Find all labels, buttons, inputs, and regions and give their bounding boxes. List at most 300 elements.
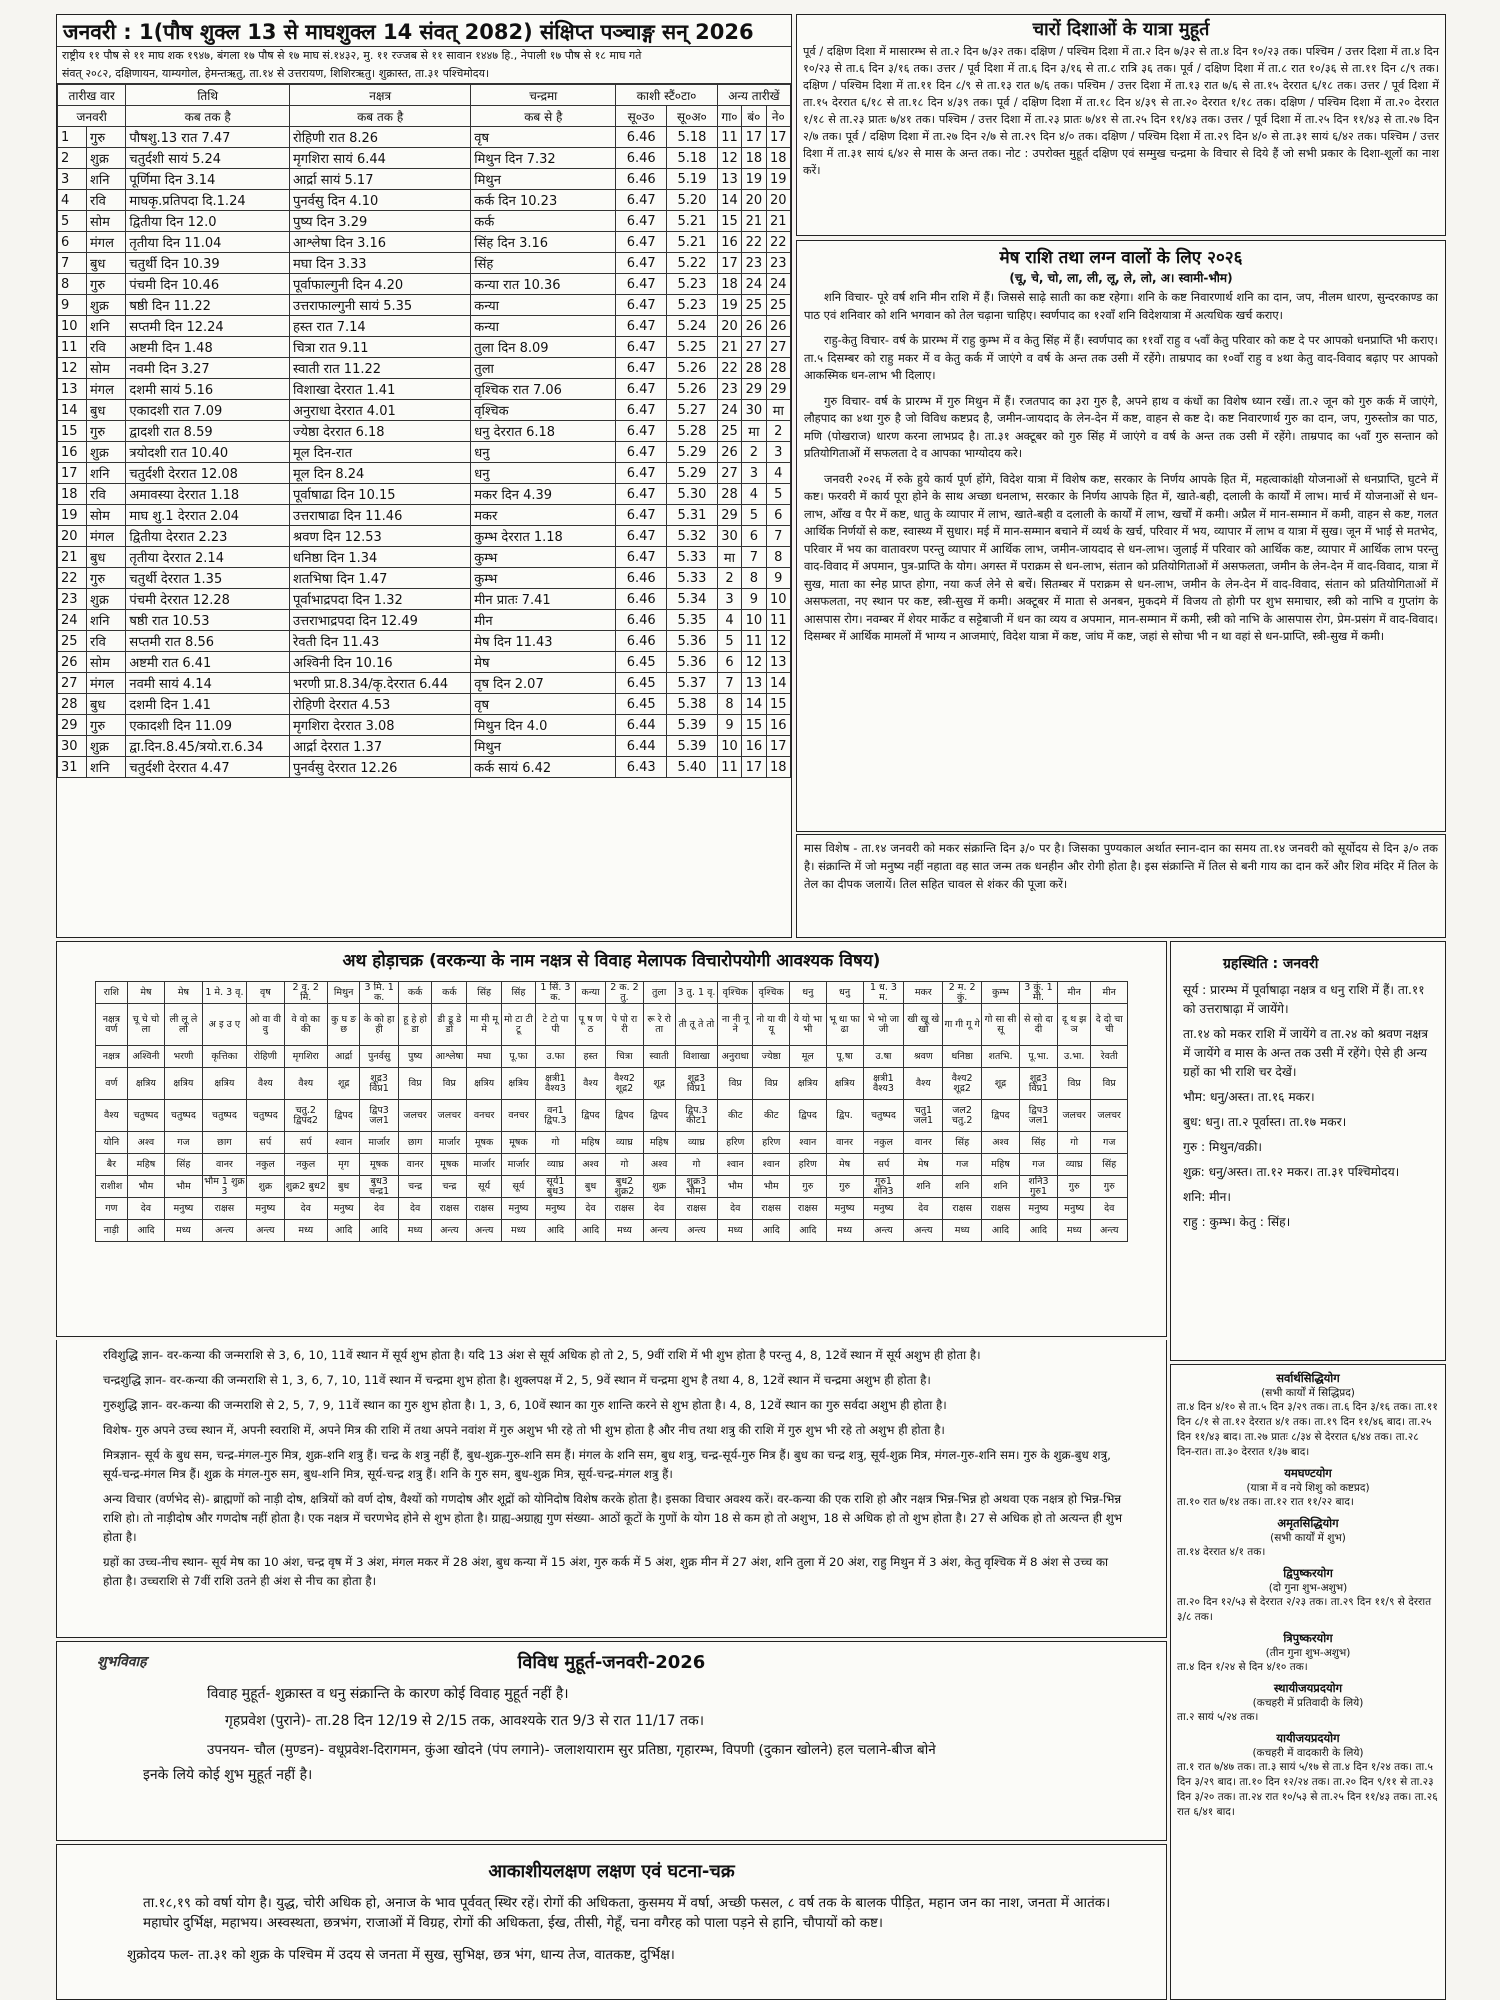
hora-cell: पू.षा [826, 1046, 863, 1068]
hora-cell: शूद्र [981, 1068, 1019, 1100]
hora-cell: भरणी [165, 1046, 203, 1068]
panchang-cell: 6.47 [616, 232, 667, 253]
panchang-cell: 12 [766, 631, 790, 652]
shuddhi-box [56, 1340, 1167, 1638]
panchang-table [57, 84, 791, 778]
panchang-row [58, 505, 791, 526]
panchang-cell: सोम [87, 505, 126, 526]
panchang-cell: 2 [58, 148, 87, 169]
yoga-block [1177, 1681, 1439, 1725]
panchang-cell: 5 [766, 484, 790, 505]
hora-cell: विप्र [432, 1068, 467, 1100]
panchang-cell: 25 [58, 631, 87, 652]
hora-cell: अन्त्य [467, 1220, 501, 1242]
mesh-paragraph: गुरु विचार- वर्ष के प्रारम्भ में गुरु मिथुन में हैं। रजतपाद का ३रा गुरु है, अपने हाथ व कंधों का विशेष ध्यान रखें। ता.२ जून को गुरु कर्क में जाएंगे, लौहपाद का ४था गुरु है जो विविध कष्टप्रद है, जमीन-जायदाद के लेन-देन में कष्ट, वाहन से कष्ट दे। कष्ट निवारणार्थ गुरु का दान, जप, गुरुस्तोत्र का पाठ, मणि (पोखराज) धारण करना लाभप्रद है। ता.३१ अक्टूबर को गुरु सिंह में जाएंगे व वर्ष के अन्त तक उसी में रहेंगे। ताम्रपाद का ५वाँ गुरु सन्तान को प्रतियोगिताओं में सफलता दे व आपका भाग्योदय करे। [804, 393, 1438, 460]
hora-cell: गज [165, 1132, 203, 1154]
panchang-cell: 5.21 [667, 211, 718, 232]
panchang-cell: गुरु [87, 274, 126, 295]
panchang-cell: उत्तराफाल्गुनी सायं 5.35 [290, 295, 471, 316]
panchang-cell: मघा दिन 3.33 [290, 253, 471, 274]
hora-cell: 2 वृ. 2 मि. [284, 982, 327, 1004]
hora-cell: जलचर [432, 1100, 467, 1132]
panchang-cell: 5.29 [667, 463, 718, 484]
panchang-cell: 27 [742, 337, 766, 358]
yoga-box [1170, 1364, 1446, 2000]
panchang-cell: 6.47 [616, 190, 667, 211]
hora-cell: गो [1057, 1132, 1091, 1154]
panchang-cell: वृष [471, 127, 616, 148]
mesh-paragraph: राहु-केतु विचार- वर्ष के प्रारम्भ में राहु कुम्भ में व केतु सिंह में हैं। स्वर्णपाद का ११वाँ राहु व ५वाँ केतु परिवार को कष्ट दे पर आपको धनप्राप्ति भी कराए। ता.५ दिसम्बर को राहु मकर में व केतु कर्क में जाएंगे व वर्ष के अन्त तक उसी में रहेंगे। ताम्रपाद का १०वाँ राहु व ४था केतु वाद-विवाद बढ़ाए पर आपको आकस्मिक धन-लाभ भी दिलाए। [804, 333, 1438, 382]
panchang-cell: मा [717, 547, 741, 568]
panchang-cell: मेष [471, 652, 616, 673]
panchang-cell: 17 [742, 127, 766, 148]
hora-cell: डी डू डे डो [432, 1004, 467, 1046]
col-chandrama: चन्द्रमा [471, 85, 616, 106]
hora-cell: शूद्र [327, 1068, 359, 1100]
hora-cell: गज [1091, 1132, 1128, 1154]
hora-cell: भौम [753, 1176, 790, 1198]
hora-row [96, 1220, 1128, 1242]
hora-cell: द्विपद [327, 1100, 359, 1132]
panchang-cell: 5.25 [667, 337, 718, 358]
panchang-cell: 27 [766, 337, 790, 358]
panchang-cell: मृगशिरा सायं 6.44 [290, 148, 471, 169]
panchang-cell: 12 [58, 358, 87, 379]
panchang-cell: मकर [471, 505, 616, 526]
panchang-row [58, 568, 791, 589]
hora-cell: राक्षस [202, 1198, 246, 1220]
vividh-logo: शुभविवाह [97, 1654, 147, 1670]
panchang-cell: 18 [766, 148, 790, 169]
panchang-cell: 6.44 [616, 736, 667, 757]
panchang-row [58, 526, 791, 547]
panchang-cell: 6.47 [616, 211, 667, 232]
panchang-cell: गुरु [87, 568, 126, 589]
panchang-cell: 6.47 [616, 274, 667, 295]
panchang-cell: 14 [766, 673, 790, 694]
shuddhi-paragraph: मित्रज्ञान- सूर्य के बुध सम, चन्द्र-मंगल-गुरु मित्र, शुक्र-शनि शत्रु हैं। चन्द्र के शत्रु नहीं हैं, बुध-शुक्र-गुरु-शनि सम हैं। मंगल के शनि सम, बुध शत्रु, चन्द्र-सूर्य-गुरु मित्र हैं। बुध का चन्द्र शत्रु, सूर्य-शुक्र मित्र, मंगल-गुरु-शनि सम। गुरु के शुक्र-बुध शत्रु, सूर्य-चन्द्र-मंगल मित्र हैं। शुक्र के मंगल-गुरु सम, बुध-शनि मित्र, सूर्य-चन्द्र शत्रु हैं। शनि के गुरु सम, बुध-शुक्र मित्र, सूर्य-चन्द्र-मंगल शत्रु हैं। [103, 1448, 1111, 1481]
panchang-cell: कन्या [471, 316, 616, 337]
hora-cell: वृष [247, 982, 284, 1004]
panchang-cell: 22 [766, 232, 790, 253]
hora-cell: मध्य [165, 1220, 203, 1242]
panchang-row [58, 316, 791, 337]
panchang-cell: 6.47 [616, 421, 667, 442]
panchang-cell: शनि [87, 463, 126, 484]
hora-cell: 2 क. 2 तु. [606, 982, 643, 1004]
hora-cell: राक्षस [753, 1198, 790, 1220]
hora-cell: गुरु1 शनि3 [863, 1176, 904, 1198]
hora-cell: पू.फा [501, 1046, 535, 1068]
panchang-row [58, 169, 791, 190]
hora-cell: मध्य [718, 1220, 753, 1242]
panchang-cell: 23 [58, 589, 87, 610]
panchang-cell: 6.46 [616, 148, 667, 169]
hora-cell: क्षत्रिय [127, 1068, 164, 1100]
panchang-info-2: संवत् २०८२, दक्षिणायन, याम्यगोल, हेमन्तऋतु, ता.१४ से उत्तरायण, शिशिरऋतु। शुक्रास्त, ता.३१ पश्चिमोदय। [57, 65, 791, 84]
hora-cell: देव [904, 1198, 943, 1220]
panchang-cell: 8 [766, 547, 790, 568]
hora-cell: मृग [327, 1154, 359, 1176]
panchang-cell: शतभिषा दिन 1.47 [290, 568, 471, 589]
panchang-cell: 25 [766, 295, 790, 316]
panchang-row [58, 337, 791, 358]
panchang-row [58, 631, 791, 652]
grah-item: शुक्र: धनु/अस्त। ता.१२ मकर। ता.३१ पश्चिमोदय। [1183, 1165, 1400, 1179]
hora-cell: वैश्य [247, 1068, 284, 1100]
panchang-cell: पुनर्वसु दिन 4.10 [290, 190, 471, 211]
panchang-cell: मंगल [87, 379, 126, 400]
panchang-cell: 5.36 [667, 631, 718, 652]
panchang-row [58, 484, 791, 505]
hora-cell: शनि [904, 1176, 943, 1198]
panchang-cell: 17 [766, 127, 790, 148]
hora-cell: वन1 द्विप.3 [536, 1100, 576, 1132]
hora-cell: रोहिणी [247, 1046, 284, 1068]
hora-cell: आदि [536, 1220, 576, 1242]
hora-cell: उ.फा [536, 1046, 576, 1068]
hora-cell: पुष्य [398, 1046, 431, 1068]
panchang-cell: मूल दिन 8.24 [290, 463, 471, 484]
panchang-cell: 21 [58, 547, 87, 568]
panchang-cell: 2 [766, 421, 790, 442]
hora-cell: वैश्य2 शूद्र2 [606, 1068, 643, 1100]
panchang-cell: 7 [742, 547, 766, 568]
panchang-cell: 19 [766, 169, 790, 190]
panchang-cell: 8 [742, 568, 766, 589]
hora-cell: अश्व [981, 1132, 1019, 1154]
hora-cell: आदि [981, 1220, 1019, 1242]
panchang-cell: शुक्र [87, 589, 126, 610]
hora-cell: ये यो भा भी [790, 1004, 827, 1046]
hora-cell: ली लू ले लो [165, 1004, 203, 1046]
panchang-cell: शनि [87, 610, 126, 631]
hora-cell: हस्त [575, 1046, 606, 1068]
hora-cell: चित्रा [606, 1046, 643, 1068]
hora-cell: मनुष्य [536, 1198, 576, 1220]
panchang-cell: 5.20 [667, 190, 718, 211]
panchang-row [58, 295, 791, 316]
panchang-cell: बुध [87, 400, 126, 421]
hora-cell: श्रवण [904, 1046, 943, 1068]
hora-cell: आर्द्रा [327, 1046, 359, 1068]
panchang-cell: 5.37 [667, 673, 718, 694]
panchang-cell: मेष दिन 11.43 [471, 631, 616, 652]
panchang-cell: 3 [58, 169, 87, 190]
panchang-cell: 19 [58, 505, 87, 526]
hora-cell: व्याघ्र [536, 1154, 576, 1176]
panchang-cell: 5.39 [667, 736, 718, 757]
hora-cell: महिष [127, 1154, 164, 1176]
panchang-cell: शनि [87, 316, 126, 337]
panchang-cell: 5.19 [667, 169, 718, 190]
panchang-cell: 26 [717, 442, 741, 463]
hora-cell: आदि [790, 1220, 827, 1242]
hora-cell: अश्व [643, 1154, 675, 1176]
hora-cell: 2 म. 2 कुं. [943, 982, 982, 1004]
yoga-subtitle: (कचहरी में प्रतिवादी के लिये) [1252, 1697, 1364, 1709]
hora-cell: चतुष्पद [202, 1100, 246, 1132]
maas-text: मास विशेष - ता.१४ जनवरी को मकर संक्रान्ति दिन ३/० पर है। जिसका पुण्यकाल अर्थात स्नान-दान का समय ता.१४ जनवरी को सूर्योदय से दिन ३/० तक है। संक्रान्ति में जो मनुष्य नहीं नहाता वह सात जन्म तक धनहीन और रोगी होता है। इस संक्रान्ति में तिल से बनी गाय का दान करें और शिव मंदिर में तिल के तेल का दीपक जलायें। तिल सहित चावल से शंकर की पूजा करें। [804, 841, 1438, 891]
hora-cell: गो [606, 1154, 643, 1176]
hora-cell: चतुष्पद [165, 1100, 203, 1132]
panchang-cell: 24 [58, 610, 87, 631]
panchang-cell: 4 [742, 484, 766, 505]
hora-cell: 1 मे. 3 वृ. [202, 982, 246, 1004]
hora-cell: पे पो रा री [606, 1004, 643, 1046]
hora-cell: शनि [981, 1176, 1019, 1198]
hora-cell: गज [1020, 1154, 1058, 1176]
panchang-title: जनवरी : 1(पौष शुक्ल 13 से माघशुक्ल 14 संवत् 2082) संक्षिप्त पञ्चाङ्ग सन् 2026 [57, 15, 791, 47]
yoga-detail: ता.१ रात ७/४७ तक। ता.३ सायं ५/१७ से ता.४ दिन १/२४ तक। ता.५ दिन ३/२९ बाद। ता.१० दिन १२/२४ तक। ता.२० दिन ९/११ से ता.२३ दिन ३/२० तक। ता.२४ रात १०/५३ से ता.२५ दिन ११/४३ तक। ता.२६ रात ६/४१ बाद। [1177, 1761, 1438, 1818]
hora-cell: राक्षस [790, 1198, 827, 1220]
hora-cell: ओ वा वी वु [247, 1004, 284, 1046]
col-sunrise: सू०उ० [616, 106, 667, 127]
panchang-cell: पुष्य दिन 3.29 [290, 211, 471, 232]
hora-cell: सिंह [501, 982, 535, 1004]
panchang-cell: चतुर्दशी सायं 5.24 [126, 148, 290, 169]
panchang-cell: 6.47 [616, 358, 667, 379]
hora-cell: अन्त्य [1091, 1220, 1128, 1242]
hora-cell: शूद्र3 विप्र1 [675, 1068, 717, 1100]
hora-row-label: नक्षत्र [96, 1046, 128, 1068]
panchang-row [58, 589, 791, 610]
hora-cell: मध्य [398, 1220, 431, 1242]
grah-item: बुध: धनु। ता.२ पूर्वास्त। ता.१७ मकर। [1183, 1115, 1347, 1129]
hora-cell: मेष [165, 982, 203, 1004]
yoga-title: द्विपुष्करयोग [1283, 1566, 1333, 1580]
hora-cell: मेष [904, 1154, 943, 1176]
maas-box [796, 834, 1446, 938]
panchang-row [58, 148, 791, 169]
hora-cell: शनि [943, 1176, 982, 1198]
panchang-cell: मिथुन दिन 4.0 [471, 715, 616, 736]
panchang-cell: तृतीया दिन 11.04 [126, 232, 290, 253]
hora-cell: क्षत्रिय [467, 1068, 501, 1100]
hora-box [56, 941, 1167, 1337]
hora-cell: 3 कुं. 1 मी. [1020, 982, 1058, 1004]
panchang-cell: कर्क दिन 10.23 [471, 190, 616, 211]
hora-cell: राक्षस [606, 1198, 643, 1220]
hora-row [96, 1100, 1128, 1132]
col-ga: गा० [717, 106, 741, 127]
hora-cell: आदि [360, 1220, 399, 1242]
col-ne: ने० [766, 106, 790, 127]
panchang-cell: 17 [742, 757, 766, 778]
yoga-list [1171, 1365, 1445, 1820]
hora-cell: क्षत्रिय [202, 1068, 246, 1100]
hora-cell: सिंह [943, 1132, 982, 1154]
panchang-cell: 5.32 [667, 526, 718, 547]
hora-cell: भौम [127, 1176, 164, 1198]
hora-cell: चतुष्पद [863, 1100, 904, 1132]
yatra-text: पूर्व / दक्षिण दिशा में मासारम्भ से ता.२ दिन ७/३२ तक। दक्षिण / पश्चिम दिशा में ता.२ दिन ७/३२ से ता.४ दिन १०/२३ तक। पश्चिम / उत्तर दिशा में ता.४ दिन १०/२३ से ता.६ दिन ३/१६ तक। उत्तर / पूर्व दिशा में ता.६ दिन ३/१६ से ता.८ रात्रि ३६ तक। पूर्व / दक्षिण दिशा में ता.८ रात १०/३६ से ता.११ दिन ८/९ तक। दक्षिण / पश्चिम दिशा में ता.११ दिन ८/९ से ता.१३ रात ७/६ तक। पश्चिम / उत्तर दिशा में ता.१३ रात ७/६ से ता.१५ देररात ६/१८ तक। उत्तर / पूर्व दिशा में ता.१५ देररात ६/१८ से ता.१८ दिन ४/३९ तक। पूर्व / दक्षिण दिशा में ता.१८ दिन ४/३९ से ता.२० देररात १/१८ तक। दक्षिण / पश्चिम दिशा में ता.२० देररात १/१८ से ता.२३ प्रातः ७/४१ तक। पश्चिम / उत्तर दिशा में ता.२३ प्रातः ७/४१ से ता.२५ दिन ११/४३ तक। उत्तर / पूर्व दिशा में ता.२५ दिन ११/४३ से ता.२७ दिन २/७ तक। पूर्व / दक्षिण दिशा में ता.२७ दिन २/७ से ता.२९ दिन ४/० तक। दक्षिण / पश्चिम दिशा में ता.२९ दिन ४/० से ता.३१ सायं ६/४२ तक। पश्चिम / उत्तर दिशा में ता.३१ सायं ६/४२ से मास के अन्त तक। नोट : उपरोक्त मुहूर्त दक्षिण एवं सम्मुख चन्द्रमा के विचार से दिये हैं जो सभी प्रकार के दिशा-शूलों का नाश करें। [803, 45, 1439, 177]
panchang-row [58, 610, 791, 631]
hora-cell: क्षत्रिय [790, 1068, 827, 1100]
panchang-cell: 4 [766, 463, 790, 484]
panchang-cell: सप्तमी दिन 12.24 [126, 316, 290, 337]
hora-cell: देव [284, 1198, 327, 1220]
hora-cell: चतुष्पद [127, 1100, 164, 1132]
vividh-upanayan-2: इनके लिये कोई शुभ मुहूर्त नहीं है। [143, 1767, 313, 1783]
panchang-cell: 29 [717, 505, 741, 526]
hora-cell: भौम [718, 1176, 753, 1198]
hora-cell: मघा [467, 1046, 501, 1068]
hora-cell: द्विपद [790, 1100, 827, 1132]
panchang-cell: 29 [766, 379, 790, 400]
yoga-subtitle: (दो गुना शुभ-अशुभ) [1268, 1582, 1348, 1594]
panchang-cell: 20 [742, 190, 766, 211]
shuddhi-paragraph: गुरुशुद्धि ज्ञान- वर-कन्या की जन्मराशि से 2, 5, 7, 9, 11वें स्थान का गुरु शुभ होता है। 1, 3, 6, 10वें स्थान का गुरु शान्ति करने से शुभ होता है। 4, 8, 12वें स्थान का गुरु सर्वदा अशुभ ही होता है। [103, 1398, 947, 1412]
shuddhi-paragraph: चन्द्रशुद्धि ज्ञान- वर-कन्या की जन्मराशि से 1, 3, 6, 7, 10, 11वें स्थान में चन्द्रमा शुभ होता है। शुक्लपक्ष में 2, 5, 9वें स्थान में चन्द्रमा शुभ है तथा 4, 8, 12वें स्थान में चन्द्रमा अशुभ ही होता है। [103, 1373, 931, 1387]
panchang-cell: 4 [58, 190, 87, 211]
hora-cell: मध्य [826, 1220, 863, 1242]
panchang-cell: त्रयोदशी रात 10.40 [126, 442, 290, 463]
hora-cell: के को हा ही [360, 1004, 399, 1046]
hora-cell: देव [127, 1198, 164, 1220]
panchang-cell: 6.46 [616, 568, 667, 589]
hora-cell: सिंह [165, 1154, 203, 1176]
panchang-cell: 9 [766, 568, 790, 589]
panchang-cell: मा [742, 421, 766, 442]
panchang-cell: 5.38 [667, 694, 718, 715]
panchang-cell: 6 [766, 505, 790, 526]
yoga-detail: ता.१० रात ७/१४ तक। ता.१२ रात ११/२२ बाद। [1177, 1496, 1354, 1508]
yoga-detail: ता.२० दिन १२/५३ से देररात २/२३ तक। ता.२९ दिन ११/९ से देररात ३/८ तक। [1177, 1596, 1432, 1623]
panchang-row [58, 757, 791, 778]
panchang-cell: 21 [742, 211, 766, 232]
shuddhi-paragraph: अन्य विचार (वर्णभेद से)- ब्राह्मणों को नाड़ी दोष, क्षत्रियों को वर्ण दोष, वैश्यों को गणदोष और शूद्रों को योनिदोष विशेष करके होता है। इसका विचार अवश्य करें। वर-कन्या की एक राशि हो और नक्षत्र भिन्न-भिन्न हो अथवा एक नक्षत्र हो भिन्न-भिन्न राशि हो। तो नाड़ीदोष और गणदोष नहीं होता है। एक नक्षत्र में चरणभेद होने से शुभ होता है। ग्राह्य-अग्राह्य गुण संख्या- आठों कूटों के गुणों के योग 18 से कम हो तो अशुभ, 18 से अधिक हो तो शुभ होता है। 27 से अधिक हो तो अत्यन्त ही शुभ होता है। [103, 1492, 1123, 1544]
mesh-paragraphs [797, 289, 1445, 646]
panchang-cell: उत्तराभाद्रपदा दिन 12.49 [290, 610, 471, 631]
hora-cell: शतभि. [981, 1046, 1019, 1068]
panchang-cell: 20 [717, 316, 741, 337]
panchang-cell: 31 [58, 757, 87, 778]
panchang-cell: 15 [742, 715, 766, 736]
yoga-subtitle: (तीन गुना शुभ-अशुभ) [1265, 1647, 1351, 1659]
hora-cell: भू धा फा ढा [826, 1004, 863, 1046]
panchang-row [58, 673, 791, 694]
panchang-cell: नवमी दिन 3.27 [126, 358, 290, 379]
hora-cell: चतुष्पद [247, 1100, 284, 1132]
mesh-paragraph: जनवरी २०२६ में रुके हुये कार्य पूर्ण होंगे, विदेश यात्रा में विशेष कष्ट, सरकार के निर्णय आपके हित में, महत्वाकांक्षी योजनाओं से धनप्राप्ति, घुटने में कष्ट। फरवरी में कार्य पूरा होने के साथ अच्छा धनलाभ, सरकार के निर्णय आपके हित में, खाते-बही, दलाली के कार्यों में लाभ। मार्च में योजनाओं से धन-लाभ, आँख व पैर में कष्ट, धातु के व्यापार में लाभ, खाते-बही व दलाली के कार्यों में लाभ, खर्चों में कमी। अप्रैल में मान-सम्मान में कमी, वाहन से कष्ट, गलत आर्थिक निर्णयों से कष्ट, स्वास्थ्य में सुधार। मई में मान-सम्मान बचाने में व्यर्थ के खर्च, परिवार में भय, व्यापार में लाभ व यात्रा में सुख। जून में भाई से मतभेद, परिवार में भय का वातावरण परन्तु व्यापार में आर्थिक लाभ, जमीन-जायदाद से धन-लाभ। जुलाई में परिवार को आर्थिक कष्ट, व्यापार में आर्थिक लाभ परन्तु वाद-विवाद में अपमान, पुत्र-प्राप्ति के योग। अगस्त में पराक्रम से धन-लाभ, संतान को प्रतियोगिताओं में असफलता, जमीन के लेन-देन में वाद-विवाद, यात्रा में सुख, माता का स्नेह प्राप्त होगा, नया कर्ज लेने से बचें। सितम्बर में पराक्रम से धन-लाभ, जमीन के लेन-देन में वाद-विवाद, संतान को प्रतियोगिताओं में असफलता, नए स्थान पर कष्ट, स्त्री-सुख में कमी। अक्टूबर में माता से अनबन, मुकदमे में विजय तो होगी पर शुभ समाचार, स्त्री को नाभि व गुप्तांग के आसपास रोग। नवम्बर में शेयर मार्केट व सट्टेबाजी में धन का व्यय व अपमान, मान-सम्मान में कमी, स्त्री को नाभि के आसपास रोग, प्रेम-प्रसंग में वाद-विवाद। दिसम्बर में आर्थिक मामलों में भाग्य न आजमाएं, विदेश यात्रा में कष्ट, जांघ में कष्ट, जहां से सोचा भी न था वहां से धन-प्राप्ति, स्त्री-सुख में कमी। [804, 471, 1438, 643]
hora-cell: विप्र [1057, 1068, 1091, 1100]
hora-cell: जलचर [1091, 1100, 1128, 1132]
panchang-cell: 3 [766, 442, 790, 463]
mesh-subtitle: (चू, चे, चो, ला, ली, लू, ले, लो, अ। स्वामी-भौम) [1009, 271, 1233, 285]
panchang-cell: 6.44 [616, 715, 667, 736]
hora-row [96, 1046, 1128, 1068]
hora-cell: विप्र [718, 1068, 753, 1100]
yoga-detail: ता.२ सायं ५/२४ तक। [1177, 1711, 1259, 1723]
hora-cell: द्विप3 जल1 [1020, 1100, 1058, 1132]
hora-cell: मनुष्य [165, 1198, 203, 1220]
panchang-cell: मृगशिरा देररात 3.08 [290, 715, 471, 736]
panchang-cell: 2 [742, 442, 766, 463]
panchang-row [58, 190, 791, 211]
hora-cell: मार्जार [501, 1154, 535, 1176]
hora-cell: व्याघ्र [606, 1132, 643, 1154]
yoga-title: स्थायीजयप्रदयोग [1273, 1681, 1343, 1695]
col-since: कब से है [471, 106, 616, 127]
panchang-cell: कर्क [471, 211, 616, 232]
hora-cell: मेष [826, 1154, 863, 1176]
hora-cell: नकुल [247, 1154, 284, 1176]
grah-item: सूर्य : प्रारम्भ में पूर्वाषाढ़ा नक्षत्र व धनु राशि में हैं। ता.११ को उत्तराषाढ़ा में जायेंगे। [1183, 983, 1425, 1016]
hora-cell: वनचर [467, 1100, 501, 1132]
panchang-cell: सप्तमी रात 8.56 [126, 631, 290, 652]
hora-cell: कन्या [575, 982, 606, 1004]
panchang-cell: 20 [766, 190, 790, 211]
panchang-cell: 13 [766, 652, 790, 673]
panchang-cell: 20 [58, 526, 87, 547]
panchang-cell: 11 [717, 127, 741, 148]
hora-cell: द्विपद [606, 1100, 643, 1132]
hora-cell: शुक्र [643, 1176, 675, 1198]
hora-cell: गुरु [826, 1176, 863, 1198]
panchang-cell: चतुर्दशी देररात 4.47 [126, 757, 290, 778]
yoga-detail: ता.४ दिन ४/१० से ता.५ दिन ३/२९ तक। ता.६ दिन ३/१६ तक। ता.११ दिन ८/१ से ता.१२ देररात ४/१ तक। ता.१९ दिन ११/४६ बाद। ता.२५ दिन ११/४३ बाद। ता.२७ प्रातः ८/३४ से देररात ६/४४ तक। ता.२८ दिन-रात। ता.३० देररात १/३७ बाद। [1177, 1401, 1438, 1458]
panchang-cell: 5.31 [667, 505, 718, 526]
vividh-vivah: विवाह मुहूर्त- शुक्रास्त व धनु संक्रान्ति के कारण कोई विवाह मुहूर्त नहीं है। [207, 1686, 569, 1702]
hora-cell: अन्त्य [643, 1220, 675, 1242]
panchang-cell: स्वाती रात 11.22 [290, 358, 471, 379]
hora-cell: चन्द्र [432, 1176, 467, 1198]
panchang-cell: विशाखा देररात 1.41 [290, 379, 471, 400]
panchang-cell: 14 [717, 190, 741, 211]
hora-cell: मार्जार [432, 1132, 467, 1154]
panchang-cell: 5.40 [667, 757, 718, 778]
panchang-cell: 5.27 [667, 400, 718, 421]
panchang-cell: 7 [717, 673, 741, 694]
hora-cell: देव [643, 1198, 675, 1220]
hora-cell: स्वाती [643, 1046, 675, 1068]
hora-cell: राक्षस [432, 1198, 467, 1220]
panchang-row [58, 694, 791, 715]
hora-cell: बुध3 चन्द्र1 [360, 1176, 399, 1198]
hora-cell: जल2 चतु.2 [943, 1100, 982, 1132]
yoga-detail: ता.१४ देररात ४/१ तक। [1177, 1546, 1266, 1558]
hora-cell: अन्त्य [247, 1220, 284, 1242]
panchang-cell: वृश्चिक [471, 400, 616, 421]
panchang-cell: मिथुन [471, 169, 616, 190]
panchang-cell: रवि [87, 484, 126, 505]
yoga-block [1177, 1631, 1439, 1675]
hora-cell: मनुष्य [1057, 1198, 1091, 1220]
col-january: जनवरी [58, 106, 126, 127]
panchang-cell: 9 [717, 715, 741, 736]
panchang-cell: षष्ठी दिन 11.22 [126, 295, 290, 316]
panchang-cell: अनुराधा देररात 4.01 [290, 400, 471, 421]
panchang-cell: 6.47 [616, 295, 667, 316]
panchang-cell: अश्विनी दिन 10.16 [290, 652, 471, 673]
yoga-title: यमघण्टयोग [1284, 1466, 1332, 1480]
panchang-cell: 18 [717, 274, 741, 295]
hora-cell: मीन [1091, 982, 1128, 1004]
hora-cell: नकुल [863, 1132, 904, 1154]
hora-cell: द्विपद [643, 1100, 675, 1132]
panchang-cell: 13 [742, 673, 766, 694]
mesh-title: मेष राशि तथा लग्न वालों के लिए २०२६ [999, 248, 1243, 268]
hora-cell: 1 सिं. 3 क. [536, 982, 576, 1004]
panchang-cell: गुरु [87, 715, 126, 736]
panchang-cell: वृष दिन 2.07 [471, 673, 616, 694]
panchang-cell: पूर्वाफाल्गुनी दिन 4.20 [290, 274, 471, 295]
panchang-cell: बुध [87, 547, 126, 568]
hora-cell: सर्प [863, 1154, 904, 1176]
hora-cell: हरिण [790, 1154, 827, 1176]
hora-cell: गो [536, 1132, 576, 1154]
